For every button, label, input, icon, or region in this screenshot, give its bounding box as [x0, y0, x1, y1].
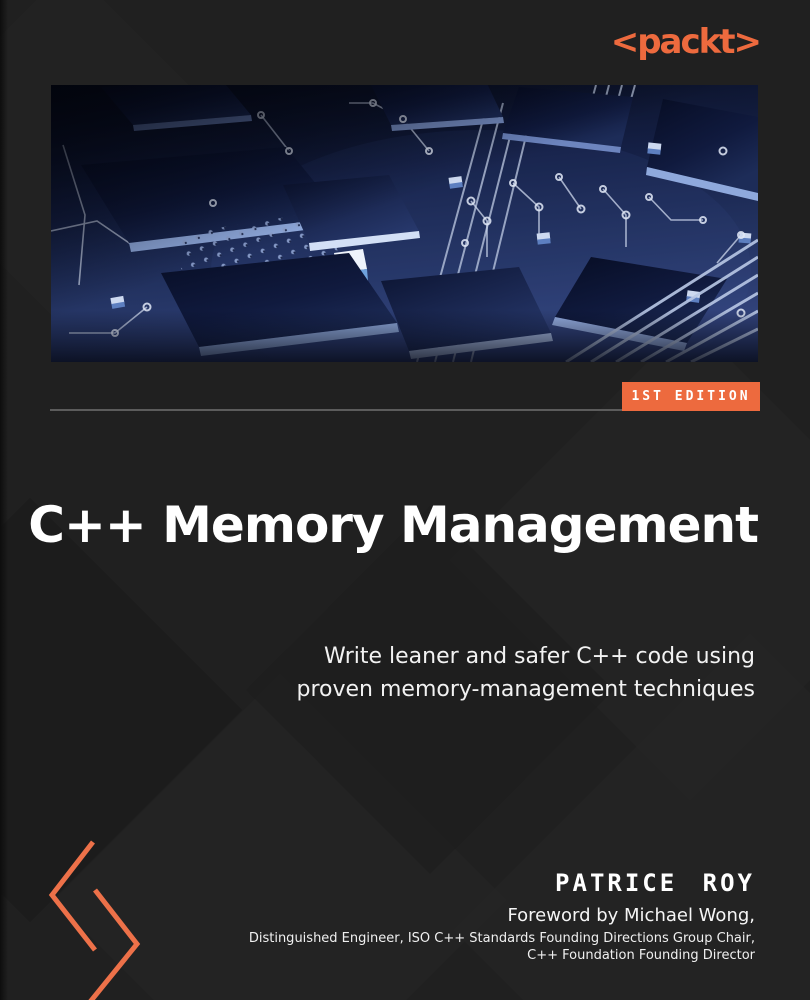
subtitle-line: proven memory-management techniques	[296, 677, 755, 702]
foreword-credit: Foreword by Michael Wong,	[507, 905, 755, 926]
edition-rule	[50, 409, 623, 411]
edition-badge: 1ST EDITION	[622, 382, 760, 411]
book-title: C++ Memory Management	[28, 496, 758, 554]
packt-logo: <packt>	[610, 22, 760, 62]
circuit-board-image	[51, 85, 758, 362]
book-subtitle	[0, 640, 755, 706]
subtitle-line: Write leaner and safer C++ code using	[323, 644, 755, 669]
packt-symbol-icon	[0, 830, 200, 1000]
foreword-credit: Distinguished Engineer, ISO C++ Standards Founding Directions Group Chair,	[248, 931, 755, 946]
foreword-credit: C++ Foundation Founding Director	[527, 948, 755, 963]
author-name: PATRICE ROY	[555, 869, 755, 897]
